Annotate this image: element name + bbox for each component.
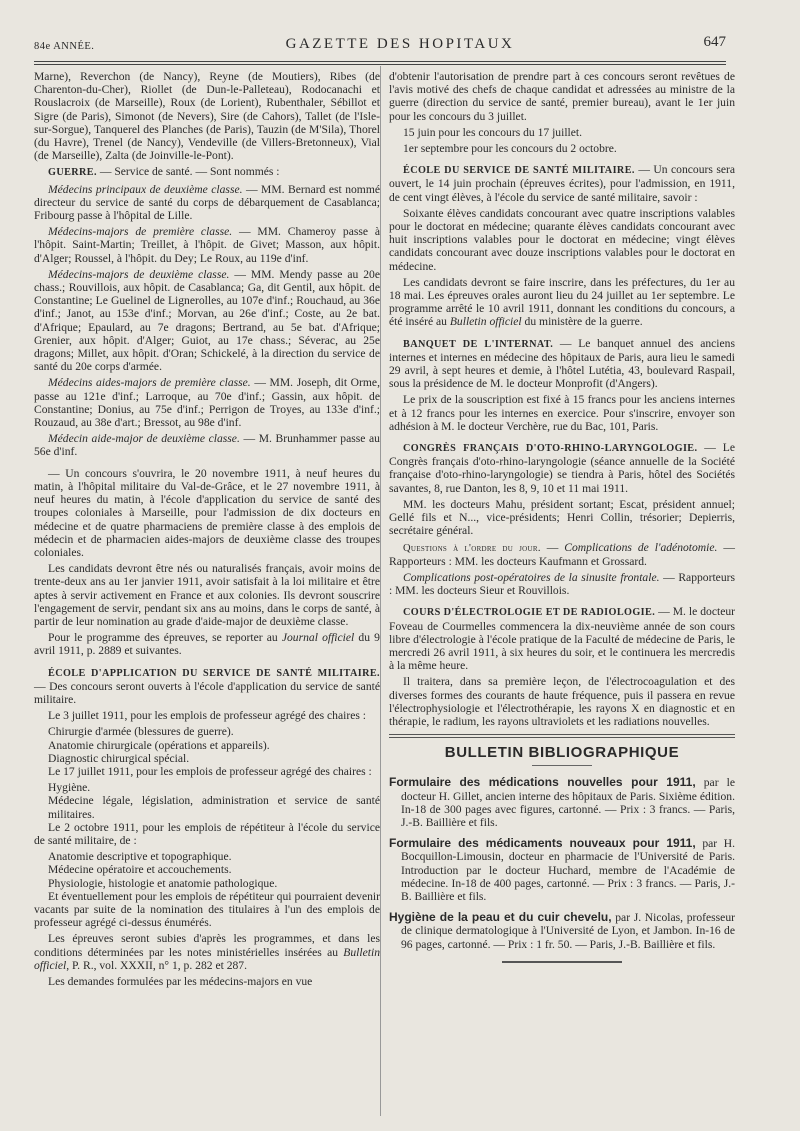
list-item: Diagnostic chirurgical spécial. <box>48 751 190 765</box>
paragraph: d'obtenir l'autorisation de prendre part à ces concours seront revêtues de l'avis motivé des chefs de chaque candidat et adressées au ministre de la guerre (direction du service de santé, premier bureau), avant le 1er juin pour les concours du 3 juillet. <box>389 70 735 123</box>
journal-title: GAZETTE DES HOPITAUX <box>285 36 515 52</box>
paragraph: Questions à l'ordre du jour. — Complications de l'adénotomie. — Rapporteurs : MM. les docteurs Kaufmann et Grossard. <box>389 540 736 568</box>
section-title: BULLETIN BIBLIOGRAPHIQUE <box>444 744 680 762</box>
paragraph: COURS D'ÉLECTROLOGIE ET DE RADIOLOGIE. — M. le docteur Foveau de Courmelles commencera la dix-neuvième année de son cours libre d'électrologie à l'école pratique de la Faculté de médecine de Paris, le mercredi 26 avril 1911, à six heures du soir, et le continuera les mercredis à la même heure. <box>389 605 735 673</box>
page-number: 647 <box>703 34 726 50</box>
paragraph: 1er septembre pour les concours du 2 octobre. <box>403 142 617 156</box>
paragraph: 15 juin pour les concours du 17 juillet. <box>403 125 583 139</box>
list-item: Physiologie, histologie et anatomie pathologique. <box>48 876 278 890</box>
paragraph: Médecins-majors de deuxième classe. — MM. Mendy passe au 20e chass.; Rouvillois, aux hôpit. de Casablanca; Ga, dit Gentil, aux hôpit. de Constantine; Le Guelinel de Lignerolles, au 107e d'inf.; Rouchaud, au 36e d'inf.; Janot, au 153e d'inf.; Morvan, au 26e d'inf.; Coste, au 2e bat. d'Afrique; Epaulard, au 7e dragons; Bertrand, au 5e bat. d'Afrique; Grenier, aux hôpit. d'Alger; Guiot, au 17e chass.; Séverac, au 25e dragons; Millet, aux hôpit. d'Oran; Schickelé, à la direction du service de santé du 20e corps d'armée. <box>34 267 380 374</box>
paragraph: Il traitera, dans sa première leçon, de l'électrocoagulation et des diverses formes des courants de haute fréquence, puis il passera en revue l'électrophysiologie et l'électrothérapie, les rayons X en diagnostic et en thérapie, le radium, les rayons ultraviolets et les radiations nouvelles. <box>389 675 735 728</box>
paragraph: GUERRE. — Service de santé. — Sont nommés : <box>48 165 280 179</box>
paragraph: Marne), Reverchon (de Nancy), Reyne (de Moutiers), Ribes (de Charenton-du-Cher), Riollet (de Dun-le-Palleteau), Rodocanachi et Rouslacroix (de Marseille), Roux (de Lorient), Rubenthaler, Sébillot et Sigre (de Paris), Simonot (de Nevers), Sire (de Cahors), Tallet (de l'Isle-sur-Sorgue), Tanquerel des Planches (de Paris), Tauzin (de M'Sila), Thorel (du Havre), Trenel (de Nancy), Vendeville (de Villers-Bretonneux), Vial (de Marseille), Zalta (de Joinville-le-Pont). <box>34 70 380 163</box>
paragraph: Le prix de la souscription est fixé à 15 francs pour les anciens internes et à 12 francs pour les internes en exercice. Pour s'inscrire, envoyer son adhésion à M. le docteur Verchère, rue du Bac, 101, Paris. <box>389 393 735 433</box>
paragraph: ÉCOLE DU SERVICE DE SANTÉ MILITAIRE. — Un concours sera ouvert, le 14 juin prochain (épreuves écrites), pour l'admission, en 1911, de cent vingt élèves, à l'école du service de santé militaire, savoir : <box>389 163 736 204</box>
bibliography-entry: Formulaire des médicaments nouveaux pour 1911, par H. Bocquillon-Limousin, docteur en pharmacie de l'Université de Paris. Introduction par le docteur Huchard, membre de l'Académie de médecine. In-18 de 400 pages, cartonné. — Prix : 3 francs. — Paris, J.-B. Baillière et fils. <box>389 836 736 903</box>
paragraph: Et éventuellement pour les emplois de répétiteur qui pourraient devenir vacants par suite de la nomination des titulaires à l'un des emplois de professeur agrégé ci-dessus énumérés. <box>34 889 380 930</box>
paragraph: Le 3 juillet 1911, pour les emplois de professeur agrégé des chaires : <box>48 709 366 723</box>
title-underline <box>532 765 592 766</box>
list <box>34 781 380 821</box>
paragraph: Le 17 juillet 1911, pour les emplois de professeur agrégé des chaires : <box>48 764 372 778</box>
page-header <box>0 0 800 62</box>
paragraph: Médecins aides-majors de première classe. — MM. Joseph, dit Orme, passe au 121e d'inf.; Larroque, au 70e d'inf.; Gassin, aux hôpit. de Constantine; Donius, au 75e d'inf.; Perrigon de Troyes, au 133e d'inf.; Rouzaud, au 38e d'art.; Bressot, au 98e d'inf. <box>34 376 380 430</box>
list <box>34 850 380 890</box>
list-item: Anatomie descriptive et topographique. <box>48 850 232 864</box>
right-column <box>389 70 735 963</box>
paragraph: CONGRÈS FRANÇAIS D'OTO-RHINO-LARYNGOLOGIE. — Le Congrès français d'oto-rhino-laryngologie (séance annuelle de la Société française d'oto-rhino-laryngologie) se tiendra à Paris, hôtel des Sociétés savantes, 8, rue Danton, les 8, 9, 10 et 11 mai 1911. <box>389 441 735 495</box>
list-item: Médecine opératoire et accouchements. <box>48 863 232 877</box>
paragraph: — Un concours s'ouvrira, le 20 novembre 1911, à neuf heures du matin, à l'hôpital militaire du Val-de-Grâce, et le 27 novembre 1911, à neuf heures du matin, à l'école d'application du service de santé des troupes coloniales à Marseille, pour l'admission de dix docteurs en médecine et de quatre pharmaciens de première classe à des emplois de médecin et de pharmacien aides-majors de deuxième classe des troupes coloniales. <box>34 466 380 559</box>
issue-year: 84e ANNÉE. <box>34 41 95 52</box>
section-rule <box>389 734 735 738</box>
list-item: Chirurgie d'armée (blessures de guerre). <box>48 725 234 739</box>
list-item: Médecine légale, législation, administration et service de santé militaires. <box>48 794 380 821</box>
list <box>34 725 380 765</box>
paragraph: Soixante élèves candidats concourant avec quatre inscriptions valables pour le doctorat en médecine; quarante élèves candidats concourant avec huit inscriptions valables pour le doctorat en médecine; vingt élèves candidats concourant avec douze inscriptions valables pour le doctorat en médecine. <box>389 206 735 273</box>
paragraph: ÉCOLE D'APPLICATION DU SERVICE DE SANTÉ MILITAIRE. — Des concours seront ouverts à l'école d'application du service de santé militaire. <box>34 667 380 706</box>
paragraph: Pour le programme des épreuves, se reporter au Journal officiel du 9 avril 1911, p. 2889 et suivantes. <box>34 631 380 658</box>
paragraph: Les candidats devront se faire inscrire, dans les préfectures, du 1er au 18 mai. Les épreuves orales auront lieu du 24 juillet au 1er septembre. Le programme arrêté le 10 avril 1911, donnant les conditions du concours, a été inséré au Bulletin officiel du ministère de la guerre. <box>389 275 735 329</box>
left-column <box>34 70 380 991</box>
list-item: Anatomie chirurgicale (opérations et appareils). <box>48 738 270 752</box>
paragraph: BANQUET DE L'INTERNAT. — Le banquet annuel des anciens internes et internes en médecine des hôpitaux de Paris, aura lieu le samedi 29 avril, à sept heures et demie, à l'hôtel Lutétia, 43, boulevard Raspail, sous la présidence de M. le docteur Monprofit (d'Angers). <box>389 336 735 391</box>
list-item: Hygiène. <box>48 781 91 795</box>
paragraph: MM. les docteurs Mahu, président sortant; Escat, président annuel; Gellé fils et N..., vice-présidents; Henri Collin, trésorier; Depierris, secrétaire général. <box>389 497 735 538</box>
paragraph: Médecins-majors de première classe. — MM. Chameroy passe à l'hôpit. Saint-Martin; Treillet, à l'hôpit. de Givet; Masson, aux hôpit. d'Alger; Roussel, à l'hôpit. du Dey; Le Roux, au 119e d'inf. <box>34 225 381 265</box>
end-ornament <box>502 961 622 963</box>
bibliography-entry: Formulaire des médications nouvelles pour 1911, par le docteur H. Gillet, ancien interne des hôpitaux de Paris. Sixième édition. In-18 de 300 pages avec figures, cartonné. — Prix : 3 francs. — Paris, J.-B. Baillière et fils. <box>389 775 736 829</box>
paragraph: Les épreuves seront subies d'après les programmes, et dans les conditions déterminées par les notes ministérielles insérées au Bulletin officiel, P. R., vol. XXXII, n° 1, p. 282 et 287. <box>34 932 380 972</box>
paragraph: Les candidats devront être nés ou naturalisés français, avoir moins de trente-deux ans au 1er janvier 1911, avoir satisfait à la loi militaire et être aptes à servir activement en France et aux colonies. Ils devront souscrire l'engagement de servir, pendant six ans au moins, dans le corps de santé, à partir de leur nomination au grade d'aide-major de deuxième classe. <box>34 562 380 628</box>
paragraph: Médecin aide-major de deuxième classe. — M. Brunhammer passe au 56e d'inf. <box>34 432 380 459</box>
header-rule-top <box>34 61 726 62</box>
paragraph: Le 2 octobre 1911, pour les emplois de répétiteur à l'école du service de santé militaire, de : <box>34 820 380 847</box>
paragraph: Médecins principaux de deuxième classe. — MM. Bernard est nommé directeur du service de santé du corps de débarquement de Casablanca; Fribourg passe à l'hôpital de Lille. <box>34 182 380 223</box>
column-separator <box>380 66 381 1116</box>
header-rule-bottom <box>34 64 726 65</box>
paragraph: Complications post-opératoires de la sinusite frontale. — Rapporteurs : MM. les docteurs Sieur et Rouvillois. <box>389 570 735 598</box>
paragraph: Les demandes formulées par les médecins-majors en vue <box>48 975 313 988</box>
bibliography-entry: Hygiène de la peau et du cuir chevelu, par J. Nicolas, professeur de clinique dermatologique à l'Université de Lyon, et Jambon. In-16 de 96 pages, cartonné. — Prix : 1 fr. 50. — Paris, J.-B. Baillière et fils. <box>389 910 735 951</box>
